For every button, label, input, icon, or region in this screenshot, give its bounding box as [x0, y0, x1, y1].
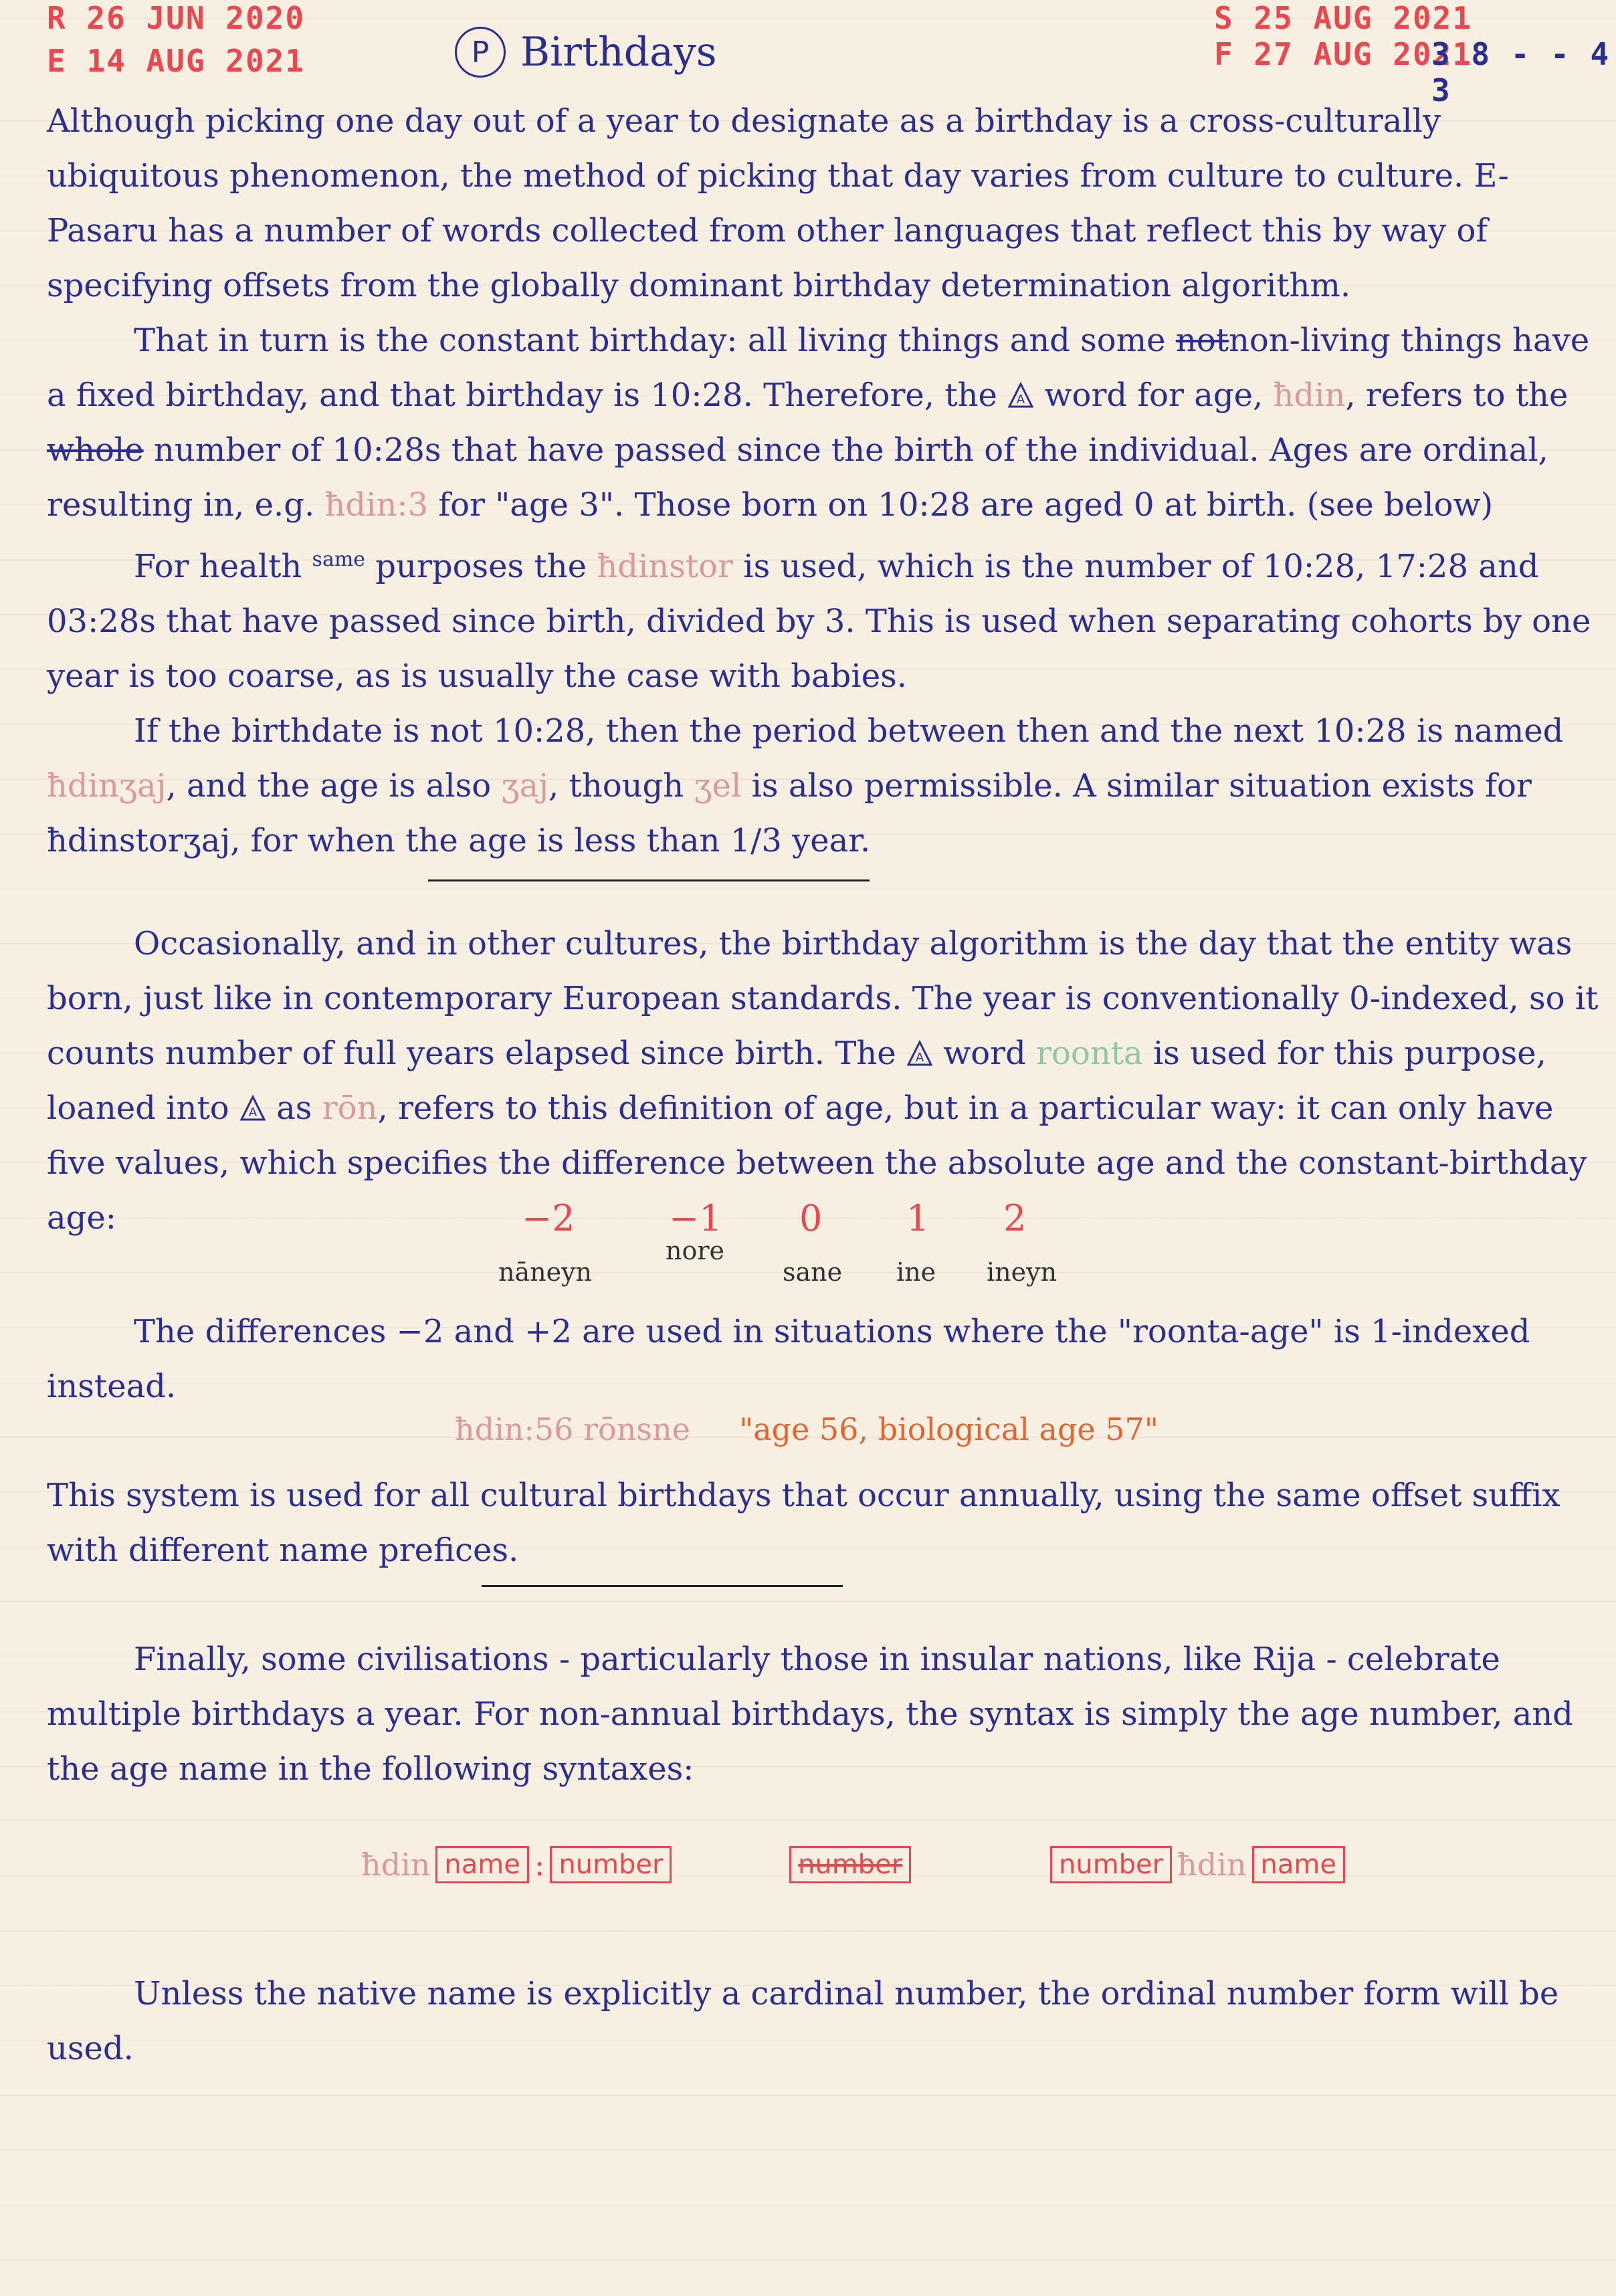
paragraph-annual: This system is used for all cultural birthdays that occur annually, using the same offset suffix with different name prefices. [47, 1477, 1560, 1569]
page-title [455, 27, 717, 78]
paragraph-unless: Unless the native name is explicitly a cardinal number, the ordinal number form will be used. [47, 1975, 1559, 2067]
paragraph-occasionally: Occasionally, and in other cultures, the birthday algorithm is the day that the entity was born, just like in contemporary European standards. The year is conventionally 0-indexed, so it counts number of full years elapsed since birth. The A word roonta is used for this purpose, loaned into A as rōn, refers to this definition of age, but in a particular way: it can only have five values, which specifies the difference between the absolute age and the constant-birthday age: [47, 925, 1599, 1237]
paragraph-finally: Finally, some civilisations - particularly those in insular nations, like Rija - celebrate multiple birthdays a year. For non-annual birthdays, the syntax is simply the age number, and the age name in the following syntaxes: [47, 1641, 1573, 1788]
section-divider-2 [482, 1585, 843, 1587]
section-divider-1 [428, 879, 870, 881]
triangle-a-icon [906, 1040, 933, 1067]
syntax-example-2: number ħdin name [1050, 1846, 1345, 1883]
number-box: number [1050, 1846, 1172, 1883]
started-date-stamp: S 25 AUG 2021 [1214, 0, 1473, 36]
triangle-a-icon [1007, 382, 1034, 409]
number-box: number [550, 1846, 672, 1883]
finished-date-stamp: F 27 AUG 2021 [1214, 36, 1473, 72]
title-text: Birthdays [520, 29, 717, 76]
section-3 [47, 1632, 1599, 1796]
paragraph-differences: The differences −2 and +2 are used in situations where the "roonta-age" is 1-indexed instead. [47, 1313, 1530, 1405]
section-1 [47, 94, 1599, 868]
struck-number-box: number [789, 1846, 911, 1883]
syntax-example-1: ħdin name : number [361, 1846, 672, 1883]
edited-date-stamp: E 14 AUG 2021 [47, 43, 306, 79]
section-2 [47, 916, 1599, 1245]
name-box: name [1252, 1846, 1345, 1883]
example-word: ħdin:56 rōnsne [455, 1411, 690, 1447]
svg-text:A: A [915, 1051, 924, 1065]
example-line [455, 1411, 1158, 1447]
page-range: 3 8 - - 4 3 [1431, 36, 1611, 108]
example-gloss: "age 56, biological age 57" [738, 1411, 1158, 1447]
section-marker-icon: P [455, 27, 506, 78]
diff-name-sane: sane [783, 1257, 843, 1287]
paragraph-health: For health $^{same}$ purposes the ħdinstor is used, which is the number of 10:28, 17:28 and 03:28s that have passed since birth, divided by 3. This is used when separating cohorts by one year is too coarse, as is usually the case with babies. [47, 548, 1591, 695]
difference-minus-1: −1 [669, 1197, 722, 1239]
diff-name-nore: nore [666, 1236, 725, 1265]
diff-name-nanyen: nāneyn [498, 1257, 593, 1287]
diff-name-ine: ine [896, 1257, 936, 1287]
paragraph-intro: Although picking one day out of a year to designate as a birthday is a cross-culturally ubiquitous phenomenon, the method of picking that day varies from culture to culture. E-Pasaru has a number of words collected from other languages that reflect this by way of specifying offsets from the globally dominant birthday determination algorithm. [47, 102, 1509, 304]
syntax-example-struck [789, 1846, 911, 1883]
name-box: name [435, 1846, 528, 1883]
difference-2: 2 [1003, 1197, 1027, 1239]
triangle-a-icon [239, 1095, 266, 1122]
received-date-stamp: R 26 JUN 2020 [47, 0, 306, 36]
difference-minus-2: −2 [522, 1197, 575, 1239]
svg-text:A: A [1017, 393, 1025, 407]
diff-name-ineyn: ineyn [987, 1257, 1057, 1287]
svg-text:A: A [248, 1106, 258, 1120]
paragraph-constant-birthday: That in turn is the constant birthday: all living things and some notnon-living things have a fixed birthday, and that birthday is 10:28. Therefore, the A word for age, ħdin, refers to the whole number of 10:28s that have passed since the birth of the individual. Ages are ordinal, resulting in, e.g. ħdin:3 for "age 3". Those born on 10:28 are aged 0 at birth. (see below) [47, 322, 1590, 524]
difference-0: 0 [799, 1197, 823, 1239]
paragraph-birthdate: If the birthdate is not 10:28, then the period between then and the next 10:28 is named ħdinʒaj, and the age is also ʒaj, though ʒel is also permissible. A similar situation exists for ħdinstorʒaj, for when the age is less than 1/3 year. [47, 712, 1564, 859]
difference-1: 1 [906, 1197, 930, 1239]
